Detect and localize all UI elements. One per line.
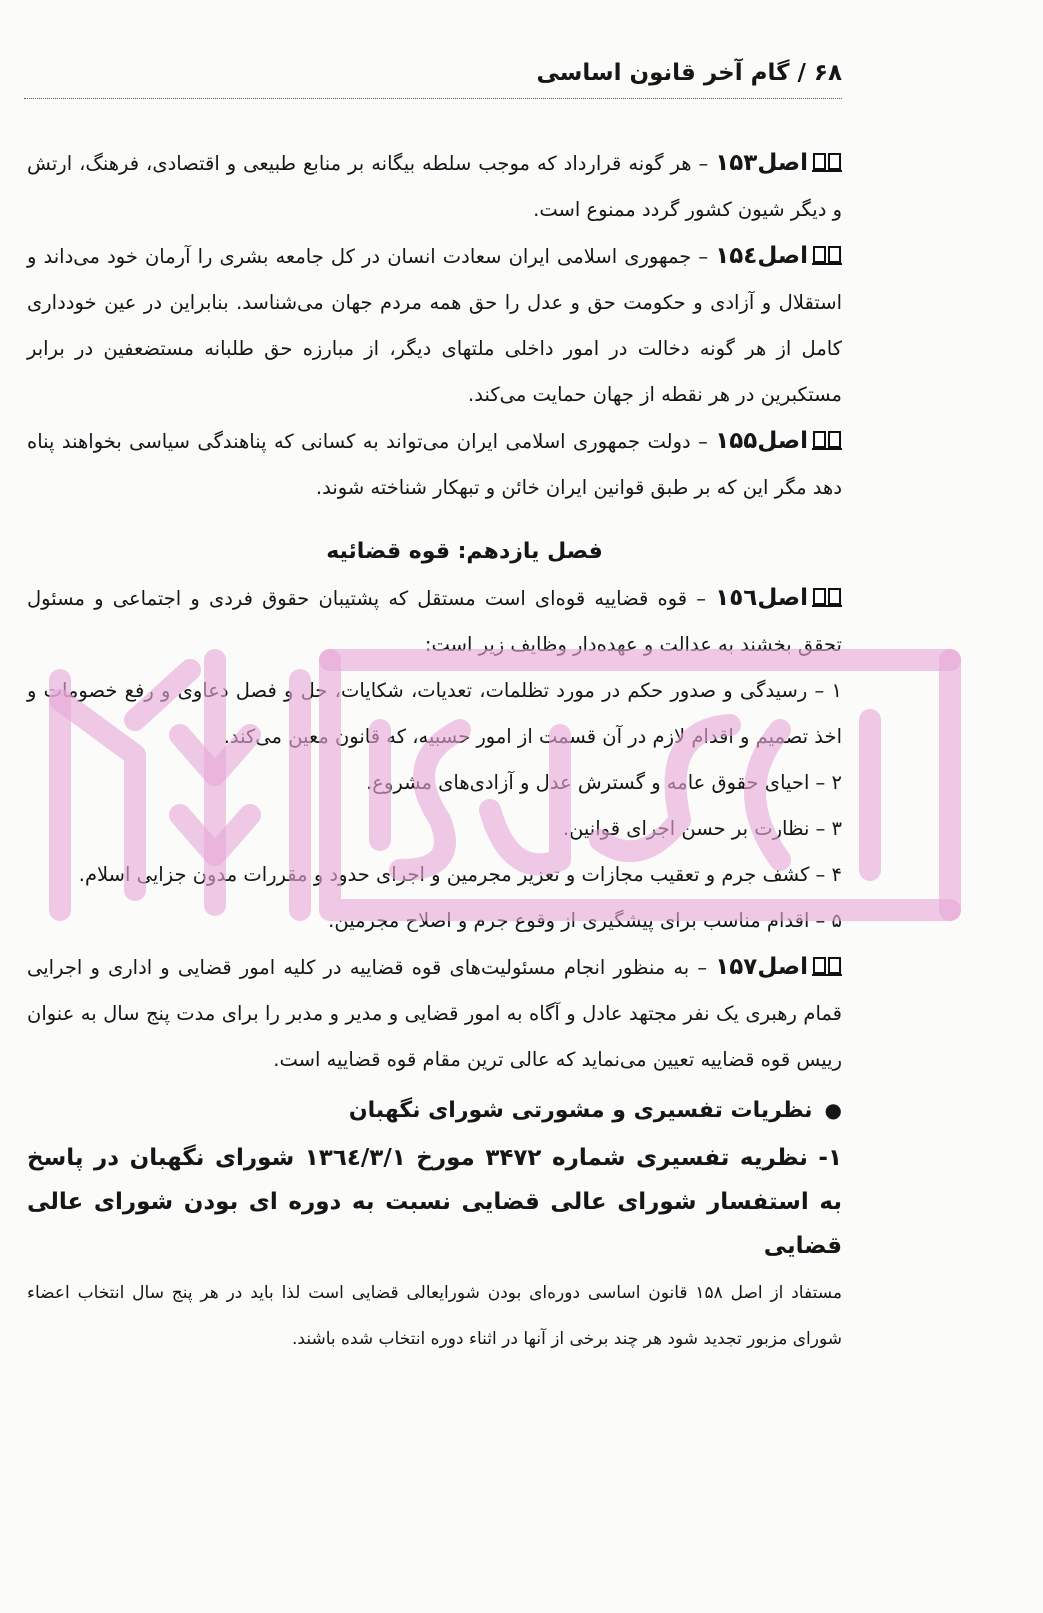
view-body: مستفاد از اصل ۱۵۸ قانون اساسی دوره‌ای بودن شورایعالی قضایی است لذا باید در هر پنج سال انتخاب اعضاء شورای مزبور تجدید شود هر چند برخی از آنها در اثناء دوره انتخاب شده باشند.	[27, 1283, 842, 1349]
page-header	[24, 54, 842, 99]
article-title: اصل۱۵۷	[715, 954, 808, 980]
article-156	[27, 575, 842, 668]
article-153	[27, 140, 842, 233]
article-text: – قوه قضاییه قوه‌ای است مستقل که پشتیبان حقوق فردی و اجتماعی و مسئول تحقق بخشند به عدالت و عهده‌دار وظایف زیر است:	[27, 587, 842, 656]
duty-item: ۵ – اقدام مناسب برای پیشگیری از وقوع جرم و اصلاح مجرمین.	[328, 909, 842, 932]
article-title: اصل۱۵٤	[715, 243, 808, 269]
duty-item: ۲ – احیای حقوق عامه و گسترش عدل و آزادی‌های مشروع.	[366, 771, 842, 794]
views-heading	[27, 1087, 842, 1134]
section-spacer	[27, 511, 842, 529]
article-text: – دولت جمهوری اسلامی ایران می‌تواند به کسانی که پناهندگی سیاسی بخواهند پناه دهد مگر این که بر طبق قوانین ایران خائن و تبهکار شناخته شوند.	[27, 430, 842, 499]
article-text: – هر گونه قرارداد که موجب سلطه بیگانه بر منابع طبیعی و اقتصادی، فرهنگ، ارتش و دیگر شیون کشور گردد ممنوع است.	[27, 152, 842, 221]
article-title: اصل۱۵۳	[715, 150, 808, 176]
article-text: – جمهوری اسلامی ایران سعادت انسان در کل جامعه بشری را آرمان خود می‌داند و استقلال و آزادی و حکومت حق و عدل را حق همه مردم جهان می‌شناسد. بنابراین در عین خودداری کامل از هر گونه دخالت در امور داخلی ملتهای دیگر، از مبارزه حق طلبانه مستضعفین در برابر مستکبرین در هر نقطه از جهان حمایت می‌کند.	[27, 245, 842, 406]
running-head: ۶۸ / گام آخر قانون اساسی	[536, 60, 842, 86]
bullet-icon: ●	[824, 1098, 842, 1122]
views-heading-text: نظریات تفسیری و مشورتی شورای نگهبان	[348, 1098, 813, 1123]
open-book-icon	[812, 144, 842, 166]
article-154	[27, 233, 842, 418]
view-title: ۱- نظریه تفسیری شماره ۳۴۷۲ مورخ ۱۳٦٤/۳/۱ شورای نگهبان در پاسخ به استفسار شورای عالی قضایی نسبت به دوره ای بودن شورای عالی قضایی	[27, 1145, 842, 1259]
article-title: اصل۱۵۵	[715, 428, 808, 454]
article-title: اصل۱٥٦	[715, 585, 808, 611]
chapter-title: فصل یازدهم: قوه قضائیه	[326, 539, 603, 564]
duty-item: ۳ – نظارت بر حسن اجرای قوانین.	[562, 817, 842, 840]
page-body	[27, 140, 842, 1362]
article-155	[27, 418, 842, 511]
article-text: – به منظور انجام مسئولیت‌های قوه قضاییه در کلیه امور قضایی و اداری و اجرایی قمام رهبری یک نفر مجتهد عادل و آگاه به امور قضایی و مدیر و مدبر را برای مدت پنج سال به عنوان رییس قوه قضاییه تعیین می‌نماید که عالی ترین مقام قوه قضاییه است.	[27, 956, 842, 1071]
article-157	[27, 944, 842, 1083]
open-book-icon	[812, 948, 842, 970]
open-book-icon	[812, 422, 842, 444]
duty-item: ۴ – کشف جرم و تعقیب مجازات و تعزیر مجرمین و اجرای حدود و مقررات مدون جزایی اسلام.	[78, 863, 842, 886]
open-book-icon	[812, 579, 842, 601]
open-book-icon	[812, 237, 842, 259]
duty-item: ۱ – رسیدگی و صدور حکم در مورد تظلمات، تعدیات، شکایات، حل و فصل دعاوی و رفع خصومات و اخذ تصمیم و اقدام لازم در آن قسمت از امور حسبیه، که قانون معین می‌کند.	[27, 679, 842, 748]
